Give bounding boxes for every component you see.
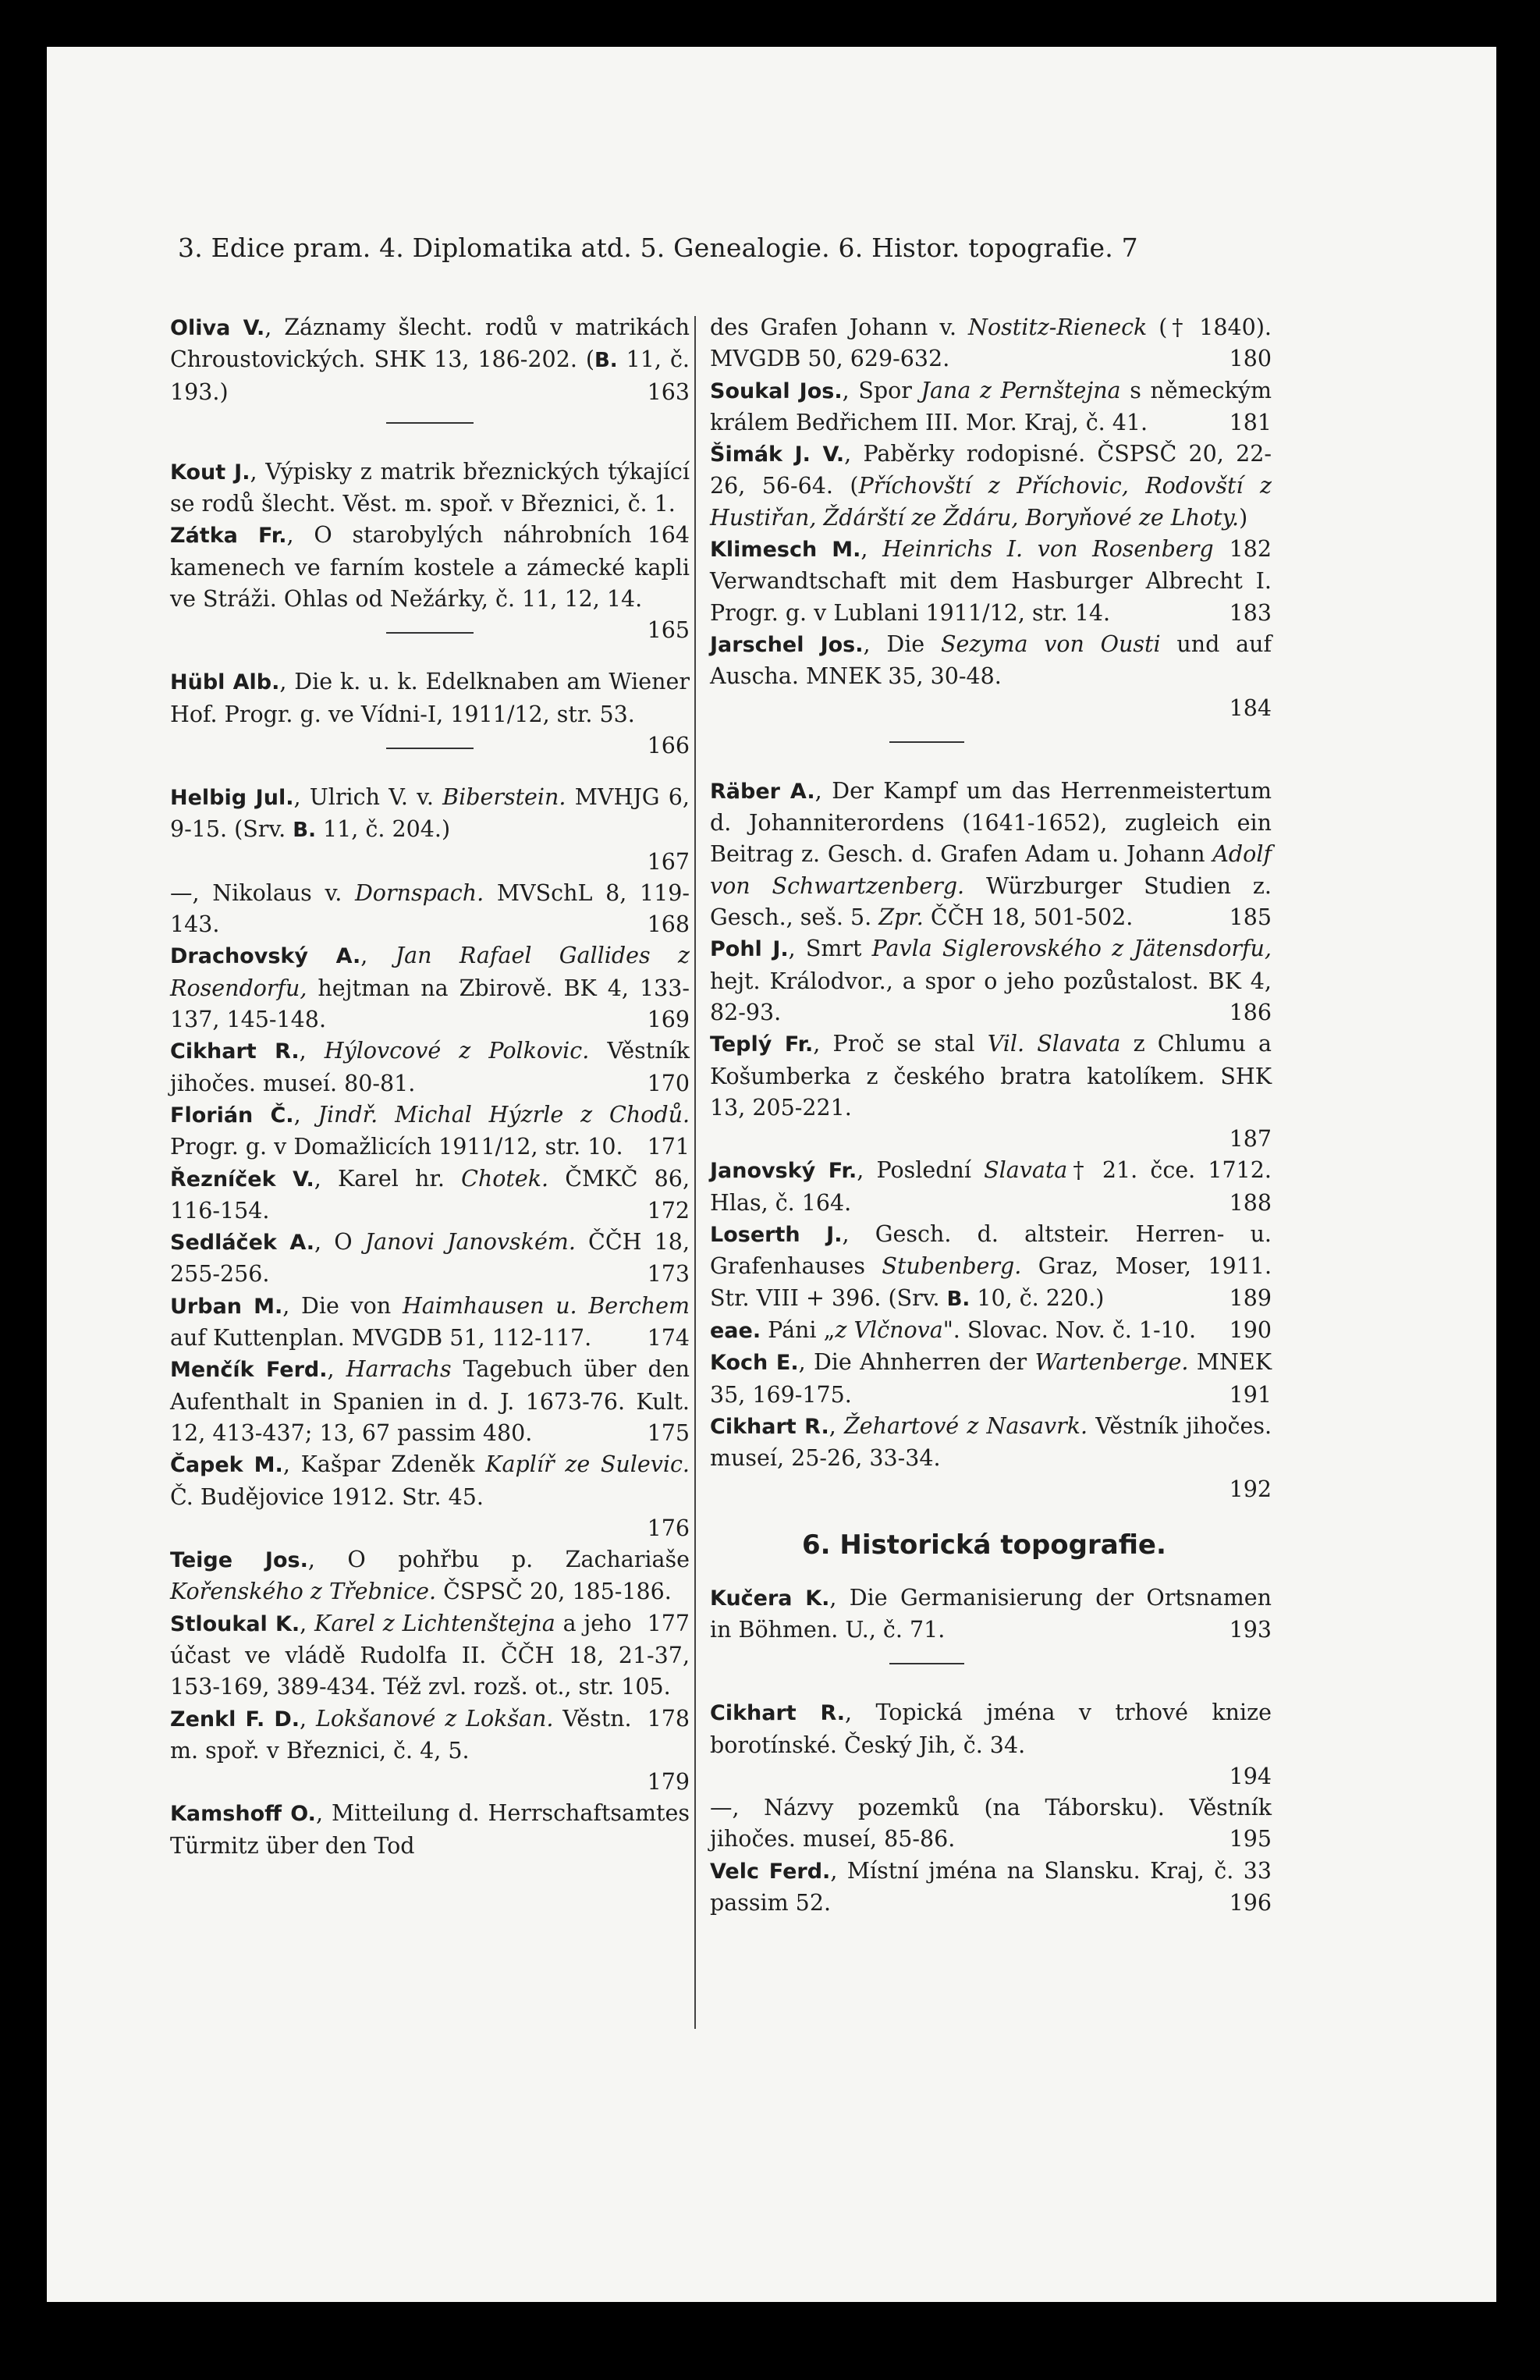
author: Cikhart R. <box>710 1414 829 1439</box>
entry-number: 172 <box>647 1197 690 1224</box>
entry-189: Loserth J., Gesch. d. altsteir. Herren- u. Grafenhauses Stubenberg. Graz, Moser, 1911. Str. VIII + 396. (Srv. B. 10, č. 220.) 189 <box>710 1219 1272 1315</box>
entry-178: Stloukal K., Karel z Lichtenštejna a jeho účast ve vládě Rudolfa II. ČČH 18, 21-37, 153-169, 389-434. Též zvl. rozš. ot., str. 105. 178 <box>170 1608 690 1703</box>
author: Teige Jos. <box>170 1548 308 1573</box>
entry-180-start: Kamshoff O., Mitteilung d. Herrschaftsamtes Türmitz über den Tod <box>170 1800 690 1859</box>
entry-number: 175 <box>647 1419 690 1446</box>
entry-172: Řezníček V., Karel hr. Chotek. ČMKČ 86, 116-154. 172 <box>170 1163 690 1227</box>
entry-number: 178 <box>647 1705 690 1732</box>
entry-177: Teige Jos., O pohřbu p. Zachariaše Kořenského z Třebnice. ČSPSČ 20, 185-186. 177 <box>170 1544 690 1608</box>
entry-number: 182 <box>1229 536 1272 563</box>
author: Hübl Alb. <box>170 670 280 695</box>
author: Stloukal K. <box>170 1611 300 1636</box>
entry-171: Florián Č., Jindř. Michal Hýzrle z Chodů. Progr. g. v Domažlicích 1911/12, str. 10. 171 <box>170 1099 690 1163</box>
author: Řezníček V. <box>170 1167 314 1192</box>
entry-number: 187 <box>1229 1126 1272 1153</box>
entry-number: 176 <box>647 1515 690 1541</box>
entry-number: 189 <box>1229 1284 1272 1311</box>
author: Cikhart R. <box>170 1039 300 1064</box>
entry-191: Koch E., Die Ahnherren der Wartenberge. MNEK 35, 169-175. 191 <box>710 1347 1272 1411</box>
entry-number: 188 <box>1229 1189 1272 1216</box>
author: Čapek M. <box>170 1453 283 1478</box>
entry-196: Velc Ferd., Místní jména na Slansku. Kraj, č. 33 passim 52. 196 <box>710 1856 1272 1920</box>
entry-number: 194 <box>1229 1763 1272 1789</box>
entry-185: Räber A., Der Kampf um das Herrenmeistertum d. Johanniterordens (1641-1652), zugleich ein Beitrag z. Gesch. d. Grafen Adam u. Johann Adolf von Schwartzenberg. Würzburger Studien z. Gesch., seš. 5. Zpr. ČČH 18, 501-502. 185 <box>710 776 1272 933</box>
entry-number: 180 <box>1229 346 1272 372</box>
author: Klimesch M. <box>710 538 861 563</box>
separator-rule <box>386 748 474 749</box>
author: Soukal Jos. <box>710 378 843 403</box>
entry-179: Zenkl F. D., Lokšanové z Lokšan. Věstn. m. spoř. v Březnici, č. 4, 5. 179 <box>170 1703 690 1799</box>
entry-167: Helbig Jul., Ulrich V. v. Biberstein. MVHJG 6, 9-15. (Srv. B. 11, č. 204.) 167 <box>170 782 690 878</box>
entry-number: 168 <box>647 911 690 938</box>
author: Kučera K. <box>710 1586 830 1611</box>
entry-number: 184 <box>1229 694 1272 721</box>
author: Velc Ferd. <box>710 1859 831 1884</box>
entry-180-continued: des Grafen Johann v. Nostitz-Rieneck († 1840). MVGDB 50, 629-632. 180 <box>710 312 1272 375</box>
author: Kout J. <box>170 460 250 485</box>
running-head-text: 3. Edice pram. 4. Diplomatika atd. 5. Genealogie. 6. Histor. topografie. 7 <box>178 233 1138 263</box>
entry-number: 166 <box>647 732 690 758</box>
entry-number: 190 <box>1229 1316 1272 1343</box>
entry-number: 174 <box>647 1325 690 1352</box>
entry-number: 177 <box>647 1610 690 1636</box>
entry-173: Sedláček A., O Janovi Janovském. ČČH 18, 255-256. 173 <box>170 1227 690 1291</box>
author: Jarschel Jos. <box>710 632 864 657</box>
entry-182: Šimák J. V., Paběrky rodopisné. ČSPSČ 20, 22-26, 56-64. (Příchovští z Příchovic, Rodovští z Hustiřan, Ždárští ze Ždáru, Boryňové ze Lhoty.) 182 <box>710 439 1272 534</box>
author: Menčík Ferd. <box>170 1358 328 1383</box>
author: Pohl J. <box>710 937 789 962</box>
running-head <box>178 233 1270 263</box>
author: Helbig Jul. <box>170 785 294 810</box>
entry-number: 169 <box>647 1007 690 1033</box>
entry-number: 186 <box>1229 999 1272 1025</box>
right-column <box>710 312 1272 1919</box>
author: Drachovský A. <box>170 944 361 969</box>
author: Zátka Fr. <box>170 524 287 549</box>
author: Teplý Fr. <box>710 1032 814 1057</box>
entry-number: 196 <box>1229 1890 1272 1916</box>
entry-number: 167 <box>647 848 690 875</box>
entry-192: Cikhart R., Žehartové z Nasavrk. Věstník jihočes. museí, 25-26, 33-34. 192 <box>710 1411 1272 1506</box>
entry-188: Janovský Fr., Poslední Slavata† 21. čce. 1712. Hlas, č. 164. 188 <box>710 1155 1272 1219</box>
entry-number: 192 <box>1229 1476 1272 1503</box>
entry-166: Hübl Alb., Die k. u. k. Edelknaben am Wiener Hof. Progr. g. ve Vídni-I, 1911/12, str. 53. 166 <box>170 666 690 730</box>
author: Urban M. <box>170 1294 283 1319</box>
author: Kamshoff O. <box>170 1802 316 1827</box>
entry-174: Urban M., Die von Haimhausen u. Berchem auf Kuttenplan. MVGDB 51, 112-117. 174 <box>170 1291 690 1355</box>
entry-number: 173 <box>647 1261 690 1288</box>
entry-number: 163 <box>647 378 690 405</box>
entry-number: 195 <box>1229 1826 1272 1852</box>
separator-rule <box>386 422 474 424</box>
entry-number: 191 <box>1229 1381 1272 1408</box>
separator-rule <box>889 1663 964 1664</box>
entry-number: 171 <box>647 1134 690 1160</box>
entry-193: Kučera K., Die Germanisierung der Ortsnamen in Böhmen. U., č. 71. 193 <box>710 1583 1272 1646</box>
entry-181: Soukal Jos., Spor Jana z Pernštejna s německým králem Bedřichem III. Mor. Kraj, č. 41. 181 <box>710 375 1272 439</box>
author: Cikhart R. <box>710 1701 845 1726</box>
column-divider <box>694 316 696 2029</box>
author: eae. <box>710 1318 761 1343</box>
entry-195: —, Názvy pozemků (na Táborsku). Věstník jihočes. museí, 85-86. 195 <box>710 1792 1272 1856</box>
entry-number: 193 <box>1229 1616 1272 1643</box>
author: Räber A. <box>710 779 815 804</box>
left-column <box>170 312 690 1862</box>
entry-number: 170 <box>647 1070 690 1096</box>
entry-169: Drachovský A., Jan Rafael Gallides z Rosendorfu, hejtman na Zbirově. BK 4, 133-137, 145-148. 169 <box>170 940 690 1035</box>
entry-number: 164 <box>647 522 690 549</box>
author: Florián Č. <box>170 1103 294 1128</box>
entry-190: eae. Páni „z Vlčnova". Slovac. Nov. č. 1-10. 190 <box>710 1315 1272 1347</box>
author: Oliva V. <box>170 316 265 340</box>
entry-number: 183 <box>1229 599 1272 626</box>
entry-163: Oliva V., Záznamy šlecht. rodů v matrikách Chroustovických. SHK 13, 186-202. (B. 11, č. 193.) 163 <box>170 312 690 408</box>
entry-165: Zátka Fr., O starobylých náhrobních kamenech ve farním kostele a zámecké kapli ve Stráži. Ohlas od Nežárky, č. 11, 12, 14. 165 <box>170 520 690 615</box>
entry-176: Čapek M., Kašpar Zdeněk Kaplíř ze Sulevic. Č. Budějovice 1912. Str. 45. 176 <box>170 1449 690 1544</box>
entry-number: 165 <box>647 617 690 644</box>
entry-number: 181 <box>1229 409 1272 435</box>
author: Šimák J. V. <box>710 442 845 467</box>
entry-187: Teplý Fr., Proč se stal Vil. Slavata z Chlumu a Košumberka z českého bratra katolíkem. SHK 13, 205-221. 187 <box>710 1028 1272 1155</box>
entry-186: Pohl J., Smrt Pavla Siglerovského z Jätensdorfu, hejt. Králodvor., a spor o jeho pozůstalost. BK 4, 82-93. 186 <box>710 933 1272 1028</box>
entry-164: Kout J., Výpisky z matrik březnických týkající se rodů šlecht. Věst. m. spoř. v Březnici, č. 1. 164 <box>170 456 690 520</box>
entry-194: Cikhart R., Topická jména v trhové knize borotínské. Český Jih, č. 34. 194 <box>710 1697 1272 1792</box>
section-heading: 6. Historická topografie. <box>802 1529 1166 1561</box>
separator-rule <box>889 741 964 743</box>
author: Janovský Fr. <box>710 1159 857 1184</box>
entry-number: 185 <box>1229 904 1272 931</box>
entry-184: Jarschel Jos., Die Sezyma von Ousti und auf Auscha. MNEK 35, 30-48. 184 <box>710 629 1272 724</box>
author: Loserth J. <box>710 1223 843 1248</box>
author: Sedláček A. <box>170 1231 314 1256</box>
entry-170: Cikhart R., Hýlovcové z Polkovic. Věstník jihočes. museí. 80-81. 170 <box>170 1035 690 1099</box>
separator-rule <box>386 632 474 634</box>
author: Koch E. <box>710 1351 799 1376</box>
entry-168: —, Nikolaus v. Dornspach. MVSchL 8, 119-143. 168 <box>170 878 690 941</box>
author: Zenkl F. D. <box>170 1707 300 1732</box>
entry-175: Menčík Ferd., Harrachs Tagebuch über den Aufenthalt in Spanien in d. J. 1673-76. Kult. 12, 413-437; 13, 67 passim 480. 175 <box>170 1354 690 1449</box>
entry-number: 179 <box>647 1769 690 1796</box>
entry-183: Klimesch M., Heinrichs I. von Rosenberg Verwandtschaft mit dem Hasburger Albrecht I. Progr. g. v Lublani 1911/12, str. 14. 183 <box>710 534 1272 629</box>
